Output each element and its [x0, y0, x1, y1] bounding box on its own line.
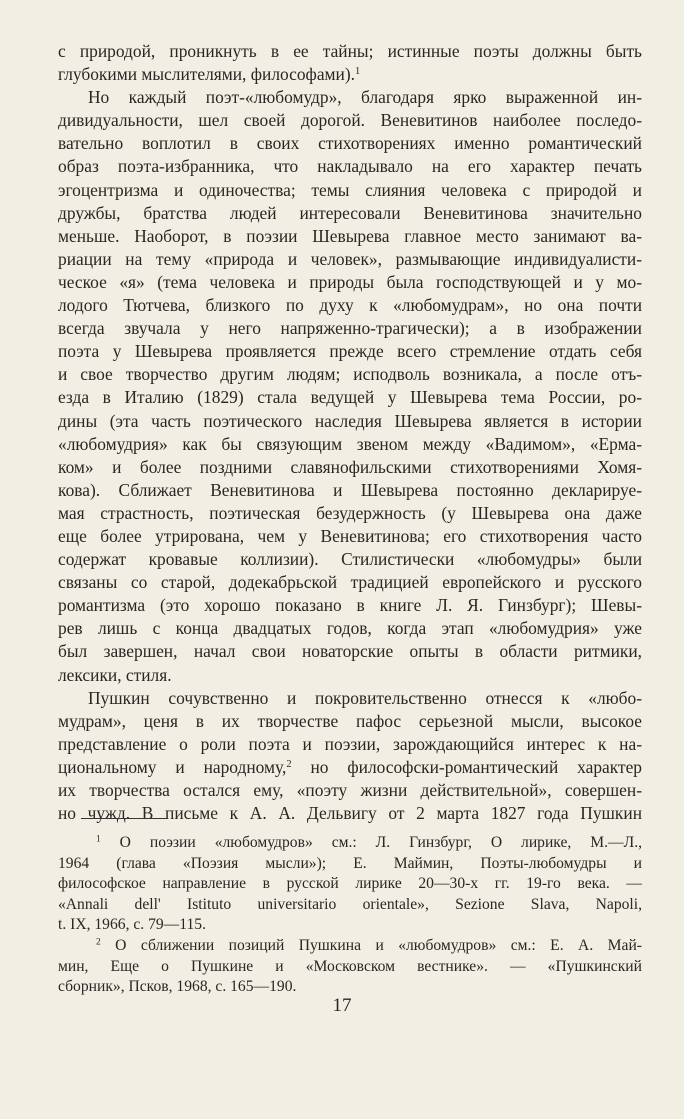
text-line-content: циональному и народному,: [58, 756, 287, 777]
text-line-content: вательно воплотил в своих стихотворениях именно романтический: [58, 133, 642, 154]
footnote-line: [58, 874, 642, 895]
text-line: [58, 571, 642, 594]
text-line: [58, 502, 642, 525]
footnote-line: [58, 915, 642, 936]
footnote-line: [58, 957, 642, 978]
footnote-number: 2: [96, 937, 101, 948]
text-line: [58, 294, 642, 317]
text-line-content: связаны со старой, додекабрьской традицией европейского и русского: [58, 572, 642, 593]
text-line-content: Пушкин сочувственно и покровительственно отнесся к «любо-: [88, 687, 642, 708]
text-line: [58, 687, 642, 710]
text-line-content: мая страстность, поэтическая безудержность (у Шевырева она даже: [58, 502, 642, 523]
text-line: [58, 410, 642, 433]
footnote-line: [58, 833, 642, 854]
footnote-text: философское направление в русской лирике 20—30-х гг. 19-го века. —: [58, 875, 642, 893]
text-line: [58, 710, 642, 733]
text-line-content: дивидуальности, шел своей дорогой. Веневитинов наиболее последо-: [58, 110, 642, 131]
footnote-text: О поэзии «любомудров» см.: Л. Гинзбург, О лирике, М.—Л.,: [119, 834, 642, 851]
text-line-content: еще более утрирована, чем у Веневитинова; его стихотворения часто: [58, 525, 642, 546]
text-line: [58, 248, 642, 271]
text-line: [58, 271, 642, 294]
text-line: [58, 363, 642, 386]
footnote-text: сборник», Псков, 1968, с. 165—190.: [58, 978, 297, 996]
text-line: [58, 802, 642, 825]
footnote-line: [58, 895, 642, 916]
text-line-content: эгоцентризма и одиночества; темы слияния человека с природой и: [58, 179, 642, 200]
text-line: [58, 456, 642, 479]
text-line-content: и свое творчество другим людям; исподволь возникала, а после отъ-: [58, 364, 642, 385]
text-line-content: рев лишь с конца двадцатых годов, когда этап «любомудрия» уже: [58, 618, 642, 639]
text-line-content: меньше. Наоборот, в поэзии Шевырева главное место занимают ва-: [58, 225, 642, 246]
footnote-line: [58, 854, 642, 875]
text-line-content: романтизма (это хорошо показано в книге Л. Я. Гинзбург); Шевы-: [58, 595, 642, 616]
footnote-text: 1964 (глава «Поэзия мысли»); Е. Маймин, Поэты-любомудры и: [58, 854, 642, 872]
footnote-text: О сближении позиций Пушкина и «любомудров» см.: Е. А. Май-: [115, 936, 642, 954]
page-number: 17: [332, 995, 352, 1016]
footnote-divider: [81, 818, 167, 819]
footnote-reference[interactable]: 2: [286, 758, 292, 770]
text-line: [58, 779, 642, 802]
text-line-content: «любомудрия» как бы связующим звеном между «Вадимом», «Ерма-: [58, 433, 642, 454]
text-line: [58, 733, 642, 756]
text-line: [58, 756, 642, 779]
text-line-content: содержат кровавые коллизии). Стилистически «любомудры» были: [58, 549, 642, 570]
text-line-content: но чужд. В письме к А. А. Дельвигу от 2 марта 1827 года Пушкин: [58, 803, 642, 824]
footnote-text: мин, Еще о Пушкине и «Московском вестнике». — «Пушкинский: [58, 957, 642, 975]
text-line-content: езда в Италию (1829) стала ведущей у Шевырева тема России, ро-: [58, 387, 642, 408]
text-line-content: ческое «я» (тема человека и природы была господствующей и у мо-: [58, 271, 642, 292]
text-line: [58, 132, 642, 155]
text-line: [58, 86, 642, 109]
text-line-content: лодого Тютчева, близкого по духу к «любомудрам», но она почти: [58, 295, 642, 316]
text-line: [58, 617, 642, 640]
text-line: [58, 479, 642, 502]
text-line-content: глубокими мыслителями, философами).: [58, 64, 355, 85]
footnote-line: [58, 936, 642, 957]
text-line: [58, 433, 642, 456]
text-line: [58, 548, 642, 571]
text-line: [58, 155, 642, 178]
text-line: [58, 525, 642, 548]
text-line-content: лексики, стиля.: [58, 664, 172, 685]
text-line: [58, 664, 642, 687]
text-line-content: но философски-романтический характер: [291, 756, 643, 777]
text-line: [58, 109, 642, 132]
text-line-content: дружбы, братства людей интересовали Веневитинова значительно: [58, 202, 642, 223]
text-line-content: образ поэта-избранника, что накладывало на его характер печать: [58, 156, 642, 177]
text-line-content: дины (эта часть поэтического наследия Шевырева является в истории: [58, 410, 642, 431]
text-line-content: поэта у Шевырева проявляется прежде всего стремление отдать себя: [58, 341, 642, 362]
text-line-content: был завершен, начал свои новаторские опыты в области ритмики,: [58, 641, 642, 662]
text-line-content: риации на тему «природа и человек», размывающие индивидуалисти-: [58, 248, 642, 269]
main-text: [58, 40, 642, 825]
text-line-content: представление о роли поэта и поэзии, зарождающийся интерес к на-: [58, 733, 642, 754]
footnotes: [58, 833, 642, 998]
footnote-text: «Annali dell' Istituto universitario orientale», Sezione Slava, Napoli,: [58, 895, 642, 913]
text-line-content: всегда звучала у него напряженно-трагически); а в изображении: [58, 318, 642, 339]
text-line: [58, 594, 642, 617]
text-line: [58, 225, 642, 248]
footnote-text: t. IX, 1966, с. 79—115.: [58, 916, 206, 934]
text-line: [58, 179, 642, 202]
text-line-content: Но каждый поэт-«любомудр», благодаря ярко выраженной ин-: [88, 87, 642, 108]
text-line: [58, 40, 642, 63]
footnote-number: 1: [96, 834, 101, 845]
text-line: [58, 640, 642, 663]
text-line: [58, 63, 642, 86]
text-line-content: ком» и более поздними славянофильскими стихотворениями Хомя-: [58, 456, 642, 477]
text-line: [58, 340, 642, 363]
text-line-content: кова). Сближает Веневитинова и Шевырева постоянно декларируе-: [58, 479, 642, 500]
text-line-content: с природой, проникнуть в ее тайны; истинные поэты должны быть: [58, 41, 642, 61]
text-line: [58, 202, 642, 225]
text-line-content: их творчества остался ему, «поэту жизни действительной», совершен-: [58, 780, 642, 800]
footnote-reference[interactable]: 1: [354, 65, 361, 77]
text-line-content: мудрам», ценя в их творчестве пафос серьезной мысли, высокое: [58, 710, 642, 731]
text-line: [58, 317, 642, 340]
text-line: [58, 386, 642, 409]
